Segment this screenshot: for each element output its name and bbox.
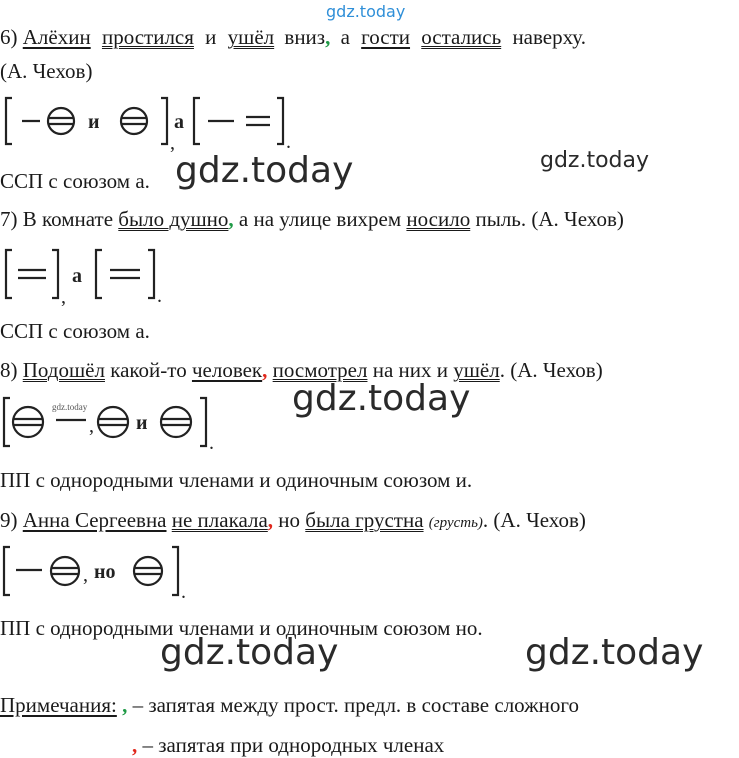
svg-text:,: , — [89, 415, 94, 437]
text: . (А. Чехов) — [482, 508, 586, 532]
subject: гости — [361, 25, 411, 49]
predicate: простился — [101, 25, 194, 49]
result-ex6: ССП с союзом а. — [0, 169, 150, 193]
predicate: было душно — [118, 207, 229, 231]
result-ex9: ПП с однородными членами и одиночным союзом но. — [0, 616, 483, 640]
scheme-ex8 — [0, 394, 230, 454]
comma-red: , — [267, 508, 274, 532]
notes-line-1 — [0, 692, 579, 718]
predicate: ушёл — [227, 25, 275, 49]
notes-label: Примечания: — [0, 693, 117, 717]
predicate: остались — [421, 25, 502, 49]
predicate: была грустна — [305, 508, 424, 532]
svg-text:,: , — [83, 564, 88, 586]
example-number: 9) — [0, 508, 18, 532]
predicate: не плакала — [171, 508, 268, 532]
subject: Анна Сергеевна — [22, 508, 167, 532]
text: 7) В комнате — [0, 207, 114, 231]
svg-text:,: , — [170, 132, 175, 152]
green-comma-mark: , — [122, 693, 128, 717]
scheme-ex9 — [0, 543, 200, 603]
scheme-conj: но — [94, 561, 116, 583]
red-comma-mark: , — [132, 733, 138, 757]
word: вниз — [284, 25, 326, 49]
comma-green: , — [228, 207, 234, 231]
svg-text:.: . — [286, 131, 291, 152]
watermark: gdz.today — [525, 632, 704, 673]
watermark: gdz.today — [175, 150, 354, 191]
example-6-sentence — [0, 24, 739, 50]
svg-text:.: . — [209, 432, 214, 454]
scheme-conj: и — [136, 412, 148, 434]
text: какой-то — [110, 358, 187, 382]
subject: человек — [191, 358, 263, 382]
hint: (грусть) — [428, 515, 483, 531]
scheme-ex6 — [0, 94, 300, 152]
result-ex7: ССП с союзом а. — [0, 319, 150, 343]
watermark-tiny: gdz.today — [52, 402, 88, 412]
svg-text:,: , — [61, 286, 66, 306]
example-number: 6) — [0, 25, 18, 49]
example-9-sentence — [0, 507, 586, 536]
text: на них и — [372, 358, 448, 382]
watermark: gdz.today — [540, 148, 650, 173]
comma-green: , — [325, 25, 331, 49]
scheme-conj: а — [72, 265, 82, 287]
notes-text: – запятая между прост. предл. в составе сложного — [132, 693, 579, 717]
subject: Алёхин — [22, 25, 91, 49]
result-ex8: ПП с однородными членами и одиночным союзом и. — [0, 468, 473, 492]
text: пыль. (А. Чехов) — [475, 207, 624, 231]
author: (А. Чехов) — [0, 59, 93, 83]
predicate: Подошёл — [22, 358, 105, 382]
scheme-conj: и — [88, 111, 100, 133]
svg-text:.: . — [157, 285, 162, 306]
conjunction: но — [278, 508, 301, 532]
predicate: ушёл — [453, 358, 500, 382]
predicate: носило — [406, 207, 471, 231]
conjunction: а — [340, 25, 350, 49]
svg-text:.: . — [181, 581, 186, 603]
text: . (А. Чехов) — [499, 358, 603, 382]
watermark-top: gdz.today — [326, 2, 406, 21]
scheme-conj: а — [174, 111, 184, 133]
scheme-ex7 — [0, 246, 180, 306]
watermark: gdz.today — [160, 632, 339, 673]
word: наверху. — [512, 25, 586, 49]
predicate: посмотрел — [272, 358, 368, 382]
watermark: gdz.today — [292, 378, 471, 419]
example-number: 8) — [0, 358, 18, 382]
example-7-sentence — [0, 206, 624, 232]
notes-line-2 — [132, 732, 444, 758]
text: а на улице вихрем — [238, 207, 402, 231]
notes-text: – запятая при однородных членах — [142, 733, 445, 757]
conjunction: и — [205, 25, 217, 49]
comma-red: , — [262, 358, 268, 382]
